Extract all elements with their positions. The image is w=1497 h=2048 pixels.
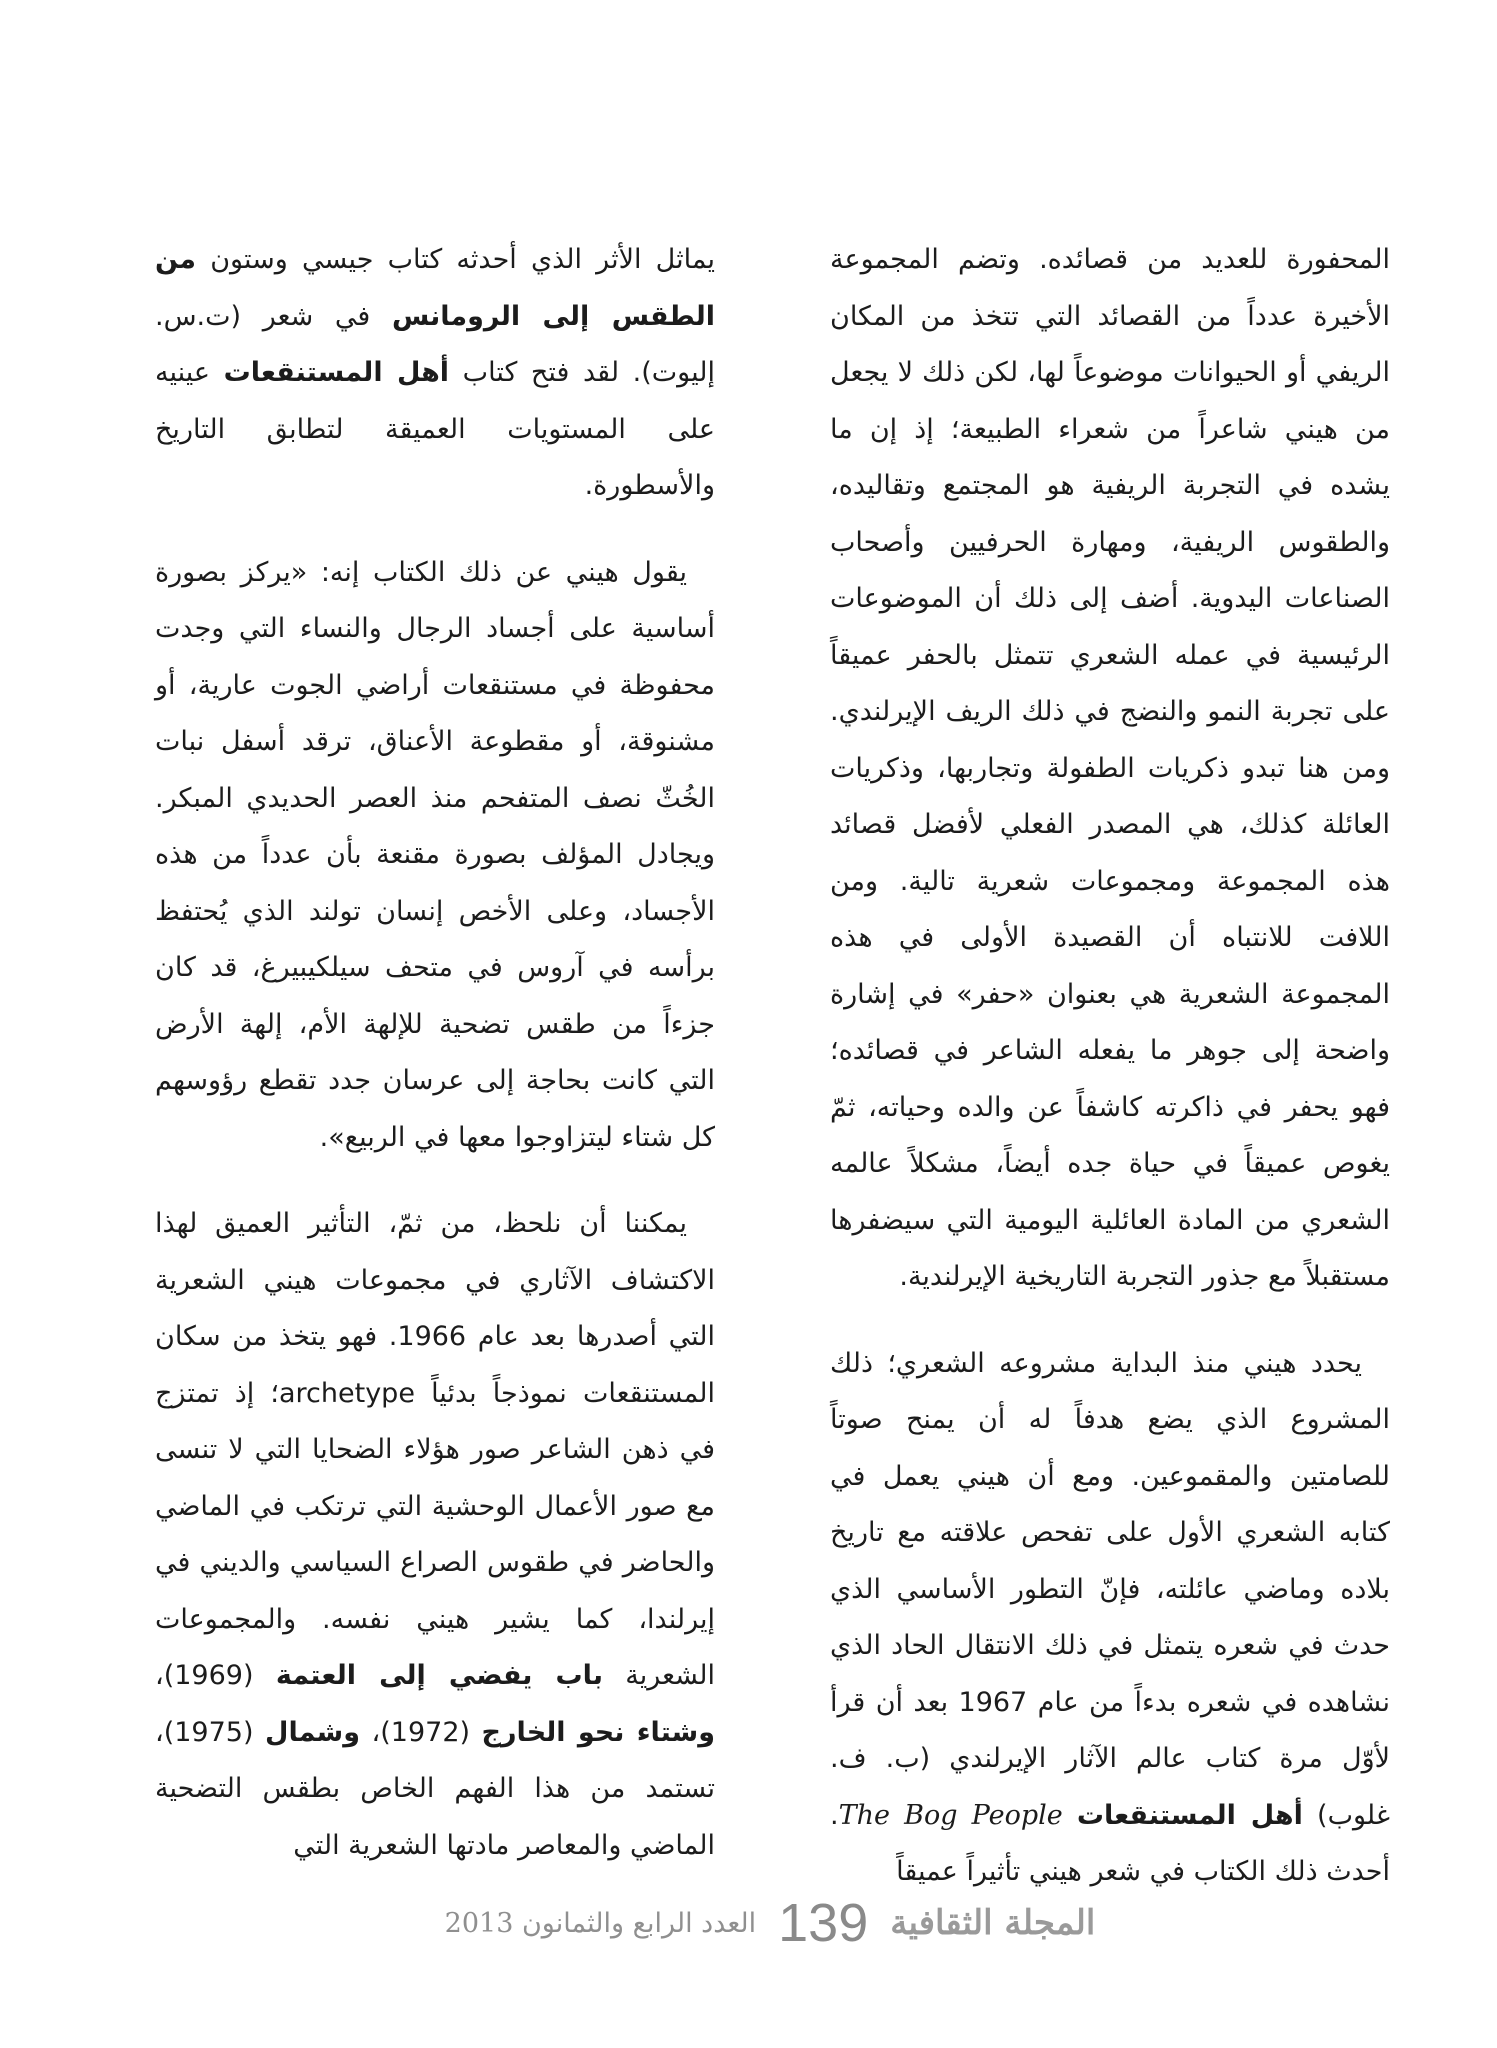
paragraph-text: (1969)، [155,1660,276,1691]
book-title-latin: The Bog People [838,1799,1063,1831]
paragraph-text: (1975)، تستمد من هذا الفهم الخاص بطقس التضحية الماضي والمعاصر مادتها الشعرية التي [155,1716,715,1861]
book-title-bold: أهل المستنقعات [223,357,450,388]
paragraph-text: المحفورة للعديد من قصائده. وتضم المجموعة الأخيرة عدداً من القصائد التي تتخذ من المكان الريفي أو الحيوانات موضوعاً لها، لكن ذلك لا يجعل من هيني شاعراً من شعراء الطبيعة؛ إذ إن ما يشده في التجربة الريفية هو المجتمع وتقاليده، والطقوس الريفية، ومهارة الحرفيين وأصحاب الصناعات اليدوية. أضف إلى ذلك أن الموضوعات الرئيسية في عمله الشعري تتمثل بالحفر عميقاً على تجربة النمو والنضج في ذلك الريف الإيرلندي. ومن هنا تبدو ذكريات الطفولة وتجاربها، وذكريات العائلة كذلك، هي المصدر الفعلي لأفضل قصائد هذه المجموعة ومجموعات شعرية تالية. ومن اللافت للانتباه أن القصيدة الأولى في هذه المجموعة الشعرية هي بعنوان «حفر» في إشارة واضحة إلى جوهر ما يفعله الشاعر في قصائده؛ فهو يحفر في ذاكرته كاشفاً عن والده وحياته، ثمّ يغوص عميقاً في حياة جده أيضاً، مشكلاً عالمه الشعري من المادة العائلية اليومية التي سيضفرها مستقبلاً مع جذور التجربة التاريخية الإيرلندية. [830,244,1390,1292]
paragraph-text: يماثل الأثر الذي أحدثه كتاب جيسي وستون [196,244,715,275]
magazine-name: المجلة الثقافية [890,1903,1096,1943]
paragraph-text: . أحدث ذلك الكتاب في شعر هيني تأثيراً عميقاً [830,1799,1390,1887]
page-footer [430,1888,1110,1958]
paragraph-text: يحدد هيني منذ البداية مشروعه الشعري؛ ذلك المشروع الذي يضع هدفاً له أن يمنح صوتاً للصامتين والمقموعين. ومع أن هيني يعمل في كتابه الشعري الأول على تفحص علاقته مع تاريخ بلاده وماضي عائلته، فإنّ التطور الأساسي الذي حدث في شعره يتمثل في ذلك الانتقال الحاد الذي نشاهده في شعره بدءاً من عام 1967 بعد أن قرأ لأوّل مرة كتاب عالم الآثار الإيرلندي (ب. ف. غلوب) [830,1347,1390,1831]
page-number: 139 [778,1893,869,1953]
text-column-left [155,232,715,1904]
paragraph [155,545,715,1167]
paragraph [830,1336,1390,1901]
paragraph-text: يمكننا أن نلحظ، من ثمّ، التأثير العميق لهذا الاكتشاف الآثاري في مجموعات هيني الشعرية التي أصدرها بعد عام 1966. فهو يتخذ من سكان المستنقعات نموذجاً بدئياً archetype؛ إذ تمتزج في ذهن الشاعر صور هؤلاء الضحايا التي لا تنسى مع صور الأعمال الوحشية التي ترتكب في الماضي والحاضر في طقوس الصراع السياسي والديني في إيرلندا، كما يشير هيني نفسه. والمجموعات الشعرية [155,1208,715,1691]
book-title-bold: وشمال [265,1716,361,1748]
paragraph-text: يقول هيني عن ذلك الكتاب إنه: «يركز بصورة أساسية على أجساد الرجال والنساء التي وجدت محفوظة في مستنقعات أراضي الجوت عارية، أو مشنوقة، أو مقطوعة الأعناق، ترقد أسفل نبات الخُثّ نصف المتفحم منذ العصر الحديدي المبكر. ويجادل المؤلف بصورة مقنعة بأن عدداً من هذه الأجساد، وعلى الأخص إنسان تولند الذي يُحتفظ برأسه في آروس في متحف سيلكيبيرغ، قد كان جزءاً من طقس تضحية للإلهة الأم، إلهة الأرض التي كانت بحاجة إلى عرسان جدد تقطع رؤوسهم كل شتاء ليتزاوجوا معها في الربيع». [155,556,715,1153]
book-title-bold: من الطقس إلى الرومانس [155,244,715,332]
paragraph [830,232,1390,1306]
paragraph [155,232,715,515]
book-title-bold: باب يفضي إلى العتمة [275,1660,603,1691]
book-title-bold: وشتاء نحو الخارج [481,1716,715,1748]
paragraph [155,1196,715,1874]
paragraph-text: في شعر (ت.س. إليوت). لقد فتح كتاب [155,300,715,388]
paragraph-text: عينيه على المستويات العميقة لتطابق التاريخ والأسطورة. [155,357,715,501]
issue-label: العدد الرابع والثمانون 2013 [444,1907,757,1939]
book-title-bold: أهل المستنقعات [1076,1799,1303,1831]
text-column-right [830,232,1390,1931]
paragraph-text: (1972)، [360,1716,482,1748]
